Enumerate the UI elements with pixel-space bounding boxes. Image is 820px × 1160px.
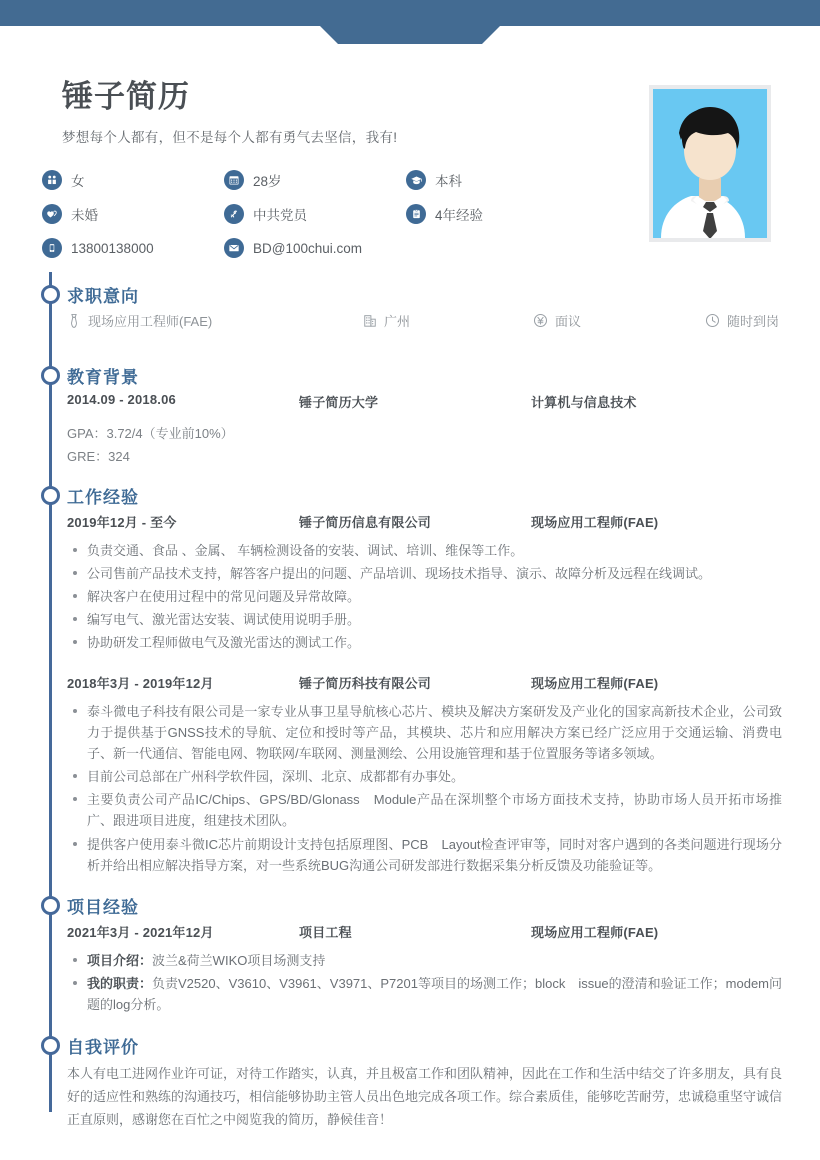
envelope-icon	[224, 238, 244, 258]
section-body	[67, 392, 782, 469]
section-title: 项目经验	[67, 898, 139, 917]
self-evaluation-text: 本人有电工进网作业许可证，对待工作踏实，认真，并且极富工作和团队精神，因此在工作和生活中结交了许多朋友，具有良好的适应性和熟练的沟通技巧，相信能够协助主管人员出色地完成各项工作。综合素质佳，能够吃苦耐劳，忠诚稳重坚守诚信正直原则，感谢您在百忙之中阅览我的简历，静候佳音！	[67, 1066, 783, 1128]
info-value: 13800138000	[71, 240, 154, 256]
list-item: 协助研发工程师做电气及激光雷达的测试工作。	[67, 632, 782, 653]
graduation-cap-icon	[406, 170, 426, 190]
timeline-dot	[41, 486, 60, 505]
work-role: 现场应用工程师(FAE)	[531, 676, 659, 692]
section-body	[67, 512, 782, 878]
intent-city	[363, 311, 533, 330]
personal-info-grid	[42, 163, 622, 265]
gender-icon	[42, 170, 62, 190]
section-body	[67, 311, 782, 330]
job-intention-row	[67, 311, 782, 330]
project-role: 现场应用工程师(FAE)	[531, 925, 659, 940]
work-date: 2019年12月 - 至今	[67, 515, 177, 530]
avatar	[653, 89, 767, 238]
education-gre: GRE：324	[67, 448, 130, 464]
timeline-dot	[41, 366, 60, 385]
info-value: 中共党员	[253, 208, 307, 223]
list-item	[67, 950, 782, 971]
section-body	[67, 1062, 782, 1131]
education-school: 锤子简历大学	[299, 395, 379, 410]
info-item-experience	[406, 204, 588, 224]
info-item-marital	[42, 204, 224, 224]
header-bar	[0, 0, 820, 26]
section-body	[67, 922, 782, 1017]
info-value: 本科	[435, 174, 462, 189]
section-title: 自我评价	[67, 1038, 139, 1057]
section-title: 求职意向	[67, 287, 139, 306]
intent-city-label: 广州	[384, 314, 411, 329]
work-bullet-list	[67, 540, 782, 653]
list-item: 泰斗微电子科技有限公司是一家专业从事卫星导航核心芯片、模块及解决方案研发及产业化的国家高新技术企业，公司致力于提供基于GNSS技术的导航、定位和授时等产品，其模块、芯片和应用解决方案已经广泛应用于交通运输、消费电子、新一代通信、智能电网、物联网/车联网、测量测绘、公用设施管理和基于位置服务等诸多领域。	[67, 701, 782, 764]
slogan: 梦想每个人都有，但不是每个人都有勇气去坚信，我有!	[62, 130, 398, 146]
name-block	[62, 78, 622, 146]
necktie-icon	[67, 313, 81, 329]
page-title: 锤子简历	[62, 79, 190, 114]
bullet-label: 我的职责：	[87, 976, 153, 992]
list-item: 负责交通、食品 、金属、 车辆检测设备的安装、调试、培训、维保等工作。	[67, 540, 782, 561]
list-item: 编写电气、激光雷达安装、调试使用说明手册。	[67, 609, 782, 630]
work-entry-head	[67, 673, 782, 692]
calendar-icon	[224, 170, 244, 190]
info-item-phone	[42, 238, 224, 258]
section-title: 工作经验	[67, 488, 139, 507]
timeline-dot	[41, 1036, 60, 1055]
intent-salary-label: 面议	[555, 314, 582, 329]
party-emblem-icon	[224, 204, 244, 224]
education-date: 2014.09 - 2018.06	[67, 392, 176, 407]
info-value: BD@100chui.com	[253, 240, 363, 256]
section-title: 教育背景	[67, 368, 139, 387]
hearts-icon	[42, 204, 62, 224]
list-item: 提供客户使用泰斗微IC芯片前期设计支持包括原理图、PCB Layout检查评审等，同时对客户遇到的各类问题进行现场分析并给出相应解决指导方案，对一些系统BUG沟通公司研发部进行数据采集分析反馈及功能验证等。	[67, 834, 782, 876]
timeline-line	[49, 272, 52, 1112]
avatar-frame	[649, 85, 771, 242]
info-value: 女	[71, 174, 85, 189]
education-gpa: GPA：3.72/4（专业前10%）	[67, 426, 234, 441]
project-date: 2021年3月 - 2021年12月	[67, 925, 214, 940]
avatar-illustration	[653, 89, 767, 238]
phone-icon	[42, 238, 62, 258]
info-value: 4年经验	[435, 208, 484, 223]
work-entry	[67, 512, 782, 653]
intent-position-label: 现场应用工程师(FAE)	[88, 314, 213, 329]
work-bullet-list	[67, 701, 782, 875]
education-entry-head	[67, 392, 782, 411]
list-item: 公司售前产品技术支持，解答客户提出的问题、产品培训、现场技术指导、演示、故障分析及远程在线调试。	[67, 563, 782, 584]
info-item-education	[406, 170, 588, 190]
work-company: 锤子简历信息有限公司	[299, 515, 432, 530]
entry-spacer	[67, 655, 782, 673]
info-item-political	[224, 204, 406, 224]
education-details	[67, 423, 782, 469]
list-item	[67, 973, 782, 1015]
work-date: 2018年3月 - 2019年12月	[67, 676, 214, 692]
intent-position	[67, 311, 363, 330]
clock-icon	[705, 313, 720, 328]
info-value: 未婚	[71, 208, 98, 223]
intent-salary	[533, 311, 705, 330]
project-bullet-list	[67, 950, 782, 1015]
work-role: 现场应用工程师(FAE)	[531, 515, 659, 530]
work-entry-head	[67, 512, 782, 531]
project-name: 项目工程	[299, 925, 352, 940]
work-entry	[67, 673, 782, 875]
list-item: 目前公司总部在广州科学软件园，深圳、北京、成都都有办事处。	[67, 766, 782, 787]
work-company: 锤子简历科技有限公司	[299, 676, 432, 692]
building-icon	[363, 313, 377, 328]
intent-availability-label: 随时到岗	[727, 314, 780, 329]
header-tab-shape	[320, 26, 500, 44]
project-entry-head	[67, 922, 782, 941]
clipboard-icon	[406, 204, 426, 224]
bullet-label: 项目介绍：	[87, 953, 153, 968]
info-item-age	[224, 170, 406, 190]
yen-circle-icon	[533, 313, 548, 328]
bullet-text: 波兰&荷兰WIKO项目场测支持	[152, 953, 326, 968]
info-item-email	[224, 238, 406, 258]
education-major: 计算机与信息技术	[531, 395, 637, 410]
intent-availability	[705, 311, 779, 330]
info-value: 28岁	[253, 174, 282, 189]
info-item-gender	[42, 170, 224, 190]
list-item: 主要负责公司产品IC/Chips、GPS/BD/Glonass Module产品在深圳整个市场方面技术支持，协助市场人员开拓市场推广、跟进项目进度，组建技术团队。	[67, 789, 782, 831]
bullet-text: 负责V2520、V3610、V3961、V3971、P7201等项目的场测工作；block issue的澄清和验证工作；modem问题的log分析。	[87, 976, 783, 1013]
timeline-dot	[41, 896, 60, 915]
list-item: 解决客户在使用过程中的常见问题及异常故障。	[67, 586, 782, 607]
timeline-dot	[41, 285, 60, 304]
